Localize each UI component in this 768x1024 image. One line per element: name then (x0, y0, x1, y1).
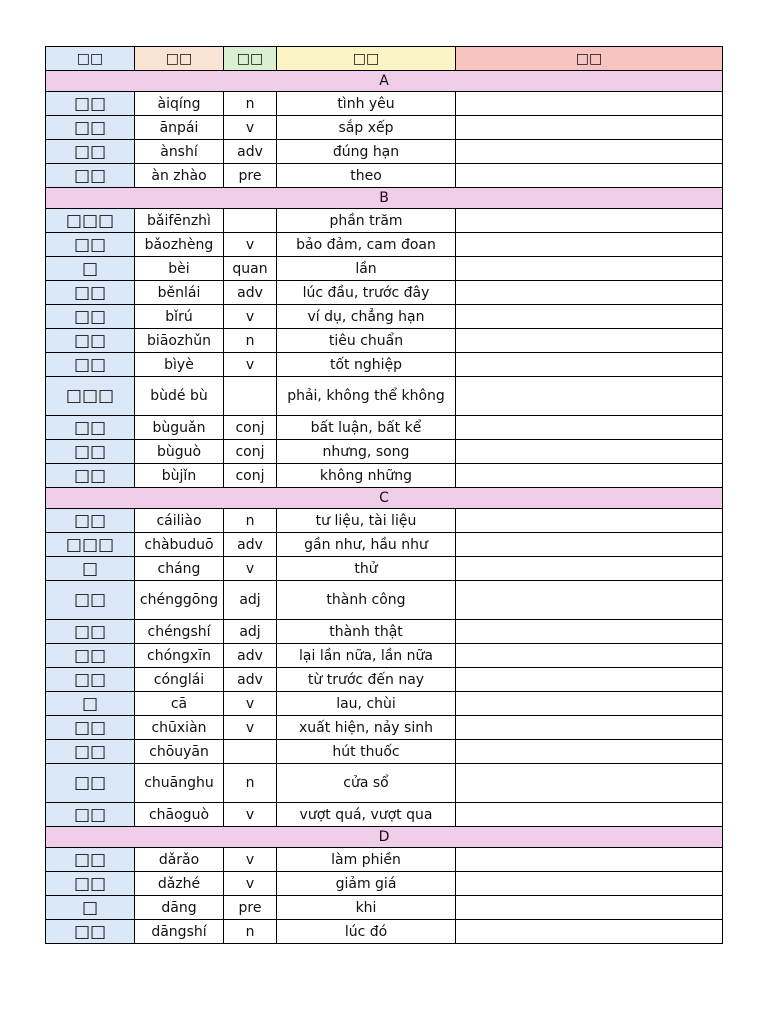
hanzi-cell: □□ (46, 233, 135, 257)
pinyin-cell: bèi (135, 257, 224, 281)
hanzi-cell: □□□ (46, 377, 135, 416)
meaning-cell: theo (277, 164, 456, 188)
example-cell (456, 644, 723, 668)
example-cell (456, 581, 723, 620)
header-row (46, 47, 723, 71)
hanzi-cell: □□ (46, 281, 135, 305)
hanzi-cell: □□ (46, 305, 135, 329)
example-cell (456, 281, 723, 305)
example-cell (456, 896, 723, 920)
table-row (46, 353, 723, 377)
table-row (46, 416, 723, 440)
table-row (46, 116, 723, 140)
example-cell (456, 353, 723, 377)
table-row (46, 692, 723, 716)
vocabulary-table (45, 46, 723, 944)
type-cell (224, 209, 277, 233)
pinyin-cell: chūxiàn (135, 716, 224, 740)
hanzi-cell: □□ (46, 740, 135, 764)
example-cell (456, 920, 723, 944)
type-cell: conj (224, 464, 277, 488)
example-cell (456, 92, 723, 116)
example-cell (456, 305, 723, 329)
pinyin-cell: àn zhào (135, 164, 224, 188)
example-cell (456, 233, 723, 257)
pinyin-cell: chéngshí (135, 620, 224, 644)
hanzi-cell: □□ (46, 803, 135, 827)
section-row-d (46, 827, 723, 848)
pinyin-cell: dǎzhé (135, 872, 224, 896)
meaning-cell: lúc đó (277, 920, 456, 944)
example-cell (456, 668, 723, 692)
type-cell: v (224, 305, 277, 329)
meaning-cell: phần trăm (277, 209, 456, 233)
type-cell: n (224, 92, 277, 116)
meaning-cell: tiêu chuẩn (277, 329, 456, 353)
type-cell: pre (224, 164, 277, 188)
example-cell (456, 764, 723, 803)
meaning-cell: lần (277, 257, 456, 281)
meaning-cell: xuất hiện, nảy sinh (277, 716, 456, 740)
example-cell (456, 716, 723, 740)
hanzi-cell: □□ (46, 848, 135, 872)
table-row (46, 440, 723, 464)
pinyin-cell: bùjǐn (135, 464, 224, 488)
example-cell (456, 329, 723, 353)
hanzi-cell: □□ (46, 464, 135, 488)
example-cell (456, 533, 723, 557)
type-cell: v (224, 716, 277, 740)
hanzi-cell: □□ (46, 164, 135, 188)
type-cell: adv (224, 140, 277, 164)
pinyin-cell: chuānghu (135, 764, 224, 803)
table-row (46, 872, 723, 896)
hanzi-cell: □□ (46, 509, 135, 533)
meaning-cell: gần như, hầu như (277, 533, 456, 557)
table-row (46, 668, 723, 692)
meaning-cell: giảm giá (277, 872, 456, 896)
meaning-cell: thành thật (277, 620, 456, 644)
hanzi-cell: □□ (46, 716, 135, 740)
type-cell: v (224, 803, 277, 827)
meaning-cell: tư liệu, tài liệu (277, 509, 456, 533)
table-row (46, 581, 723, 620)
hanzi-cell: □□ (46, 620, 135, 644)
type-cell: v (224, 872, 277, 896)
example-cell (456, 464, 723, 488)
pinyin-cell: bǎifēnzhì (135, 209, 224, 233)
pinyin-cell: dāngshí (135, 920, 224, 944)
pinyin-cell: bìyè (135, 353, 224, 377)
table-row (46, 257, 723, 281)
example-cell (456, 509, 723, 533)
section-row-a (46, 71, 723, 92)
type-cell: n (224, 920, 277, 944)
pinyin-cell: cháng (135, 557, 224, 581)
meaning-cell: tốt nghiệp (277, 353, 456, 377)
pinyin-cell: chàbuduō (135, 533, 224, 557)
hanzi-cell: □□ (46, 140, 135, 164)
header-pinyin: □□ (135, 47, 224, 71)
table-row (46, 464, 723, 488)
table-row (46, 164, 723, 188)
hanzi-cell: □ (46, 557, 135, 581)
hanzi-cell: □□□ (46, 533, 135, 557)
table-row (46, 896, 723, 920)
example-cell (456, 557, 723, 581)
meaning-cell: đúng hạn (277, 140, 456, 164)
type-cell: v (224, 116, 277, 140)
table-row (46, 509, 723, 533)
example-cell (456, 209, 723, 233)
pinyin-cell: cáiliào (135, 509, 224, 533)
meaning-cell: lau, chùi (277, 692, 456, 716)
table-row (46, 848, 723, 872)
type-cell: adj (224, 620, 277, 644)
meaning-cell: tình yêu (277, 92, 456, 116)
type-cell: conj (224, 440, 277, 464)
example-cell (456, 848, 723, 872)
type-cell: adv (224, 281, 277, 305)
type-cell: quan (224, 257, 277, 281)
meaning-cell: làm phiền (277, 848, 456, 872)
meaning-cell: từ trước đến nay (277, 668, 456, 692)
section-letter: D (46, 827, 723, 848)
type-cell (224, 377, 277, 416)
type-cell: v (224, 848, 277, 872)
table-row (46, 209, 723, 233)
example-cell (456, 692, 723, 716)
type-cell: adv (224, 533, 277, 557)
example-cell (456, 116, 723, 140)
table-row (46, 620, 723, 644)
type-cell (224, 740, 277, 764)
pinyin-cell: bùdé bù (135, 377, 224, 416)
meaning-cell: vượt quá, vượt qua (277, 803, 456, 827)
example-cell (456, 257, 723, 281)
pinyin-cell: bùguǎn (135, 416, 224, 440)
meaning-cell: lúc đầu, trước đây (277, 281, 456, 305)
section-row-c (46, 488, 723, 509)
table-row (46, 281, 723, 305)
type-cell: pre (224, 896, 277, 920)
meaning-cell: thử (277, 557, 456, 581)
hanzi-cell: □□ (46, 116, 135, 140)
section-row-b (46, 188, 723, 209)
hanzi-cell: □ (46, 692, 135, 716)
pinyin-cell: chōuyān (135, 740, 224, 764)
pinyin-cell: bǐrú (135, 305, 224, 329)
table-row (46, 533, 723, 557)
type-cell: n (224, 764, 277, 803)
hanzi-cell: □□ (46, 644, 135, 668)
pinyin-cell: cónglái (135, 668, 224, 692)
type-cell: conj (224, 416, 277, 440)
pinyin-cell: bǎozhèng (135, 233, 224, 257)
type-cell: n (224, 329, 277, 353)
section-letter: A (46, 71, 723, 92)
example-cell (456, 377, 723, 416)
example-cell (456, 620, 723, 644)
table-row (46, 92, 723, 116)
meaning-cell: sắp xếp (277, 116, 456, 140)
meaning-cell: không những (277, 464, 456, 488)
meaning-cell: phải, không thể không (277, 377, 456, 416)
table-row (46, 377, 723, 416)
pinyin-cell: dāng (135, 896, 224, 920)
example-cell (456, 140, 723, 164)
pinyin-cell: chóngxīn (135, 644, 224, 668)
type-cell: v (224, 692, 277, 716)
hanzi-cell: □□ (46, 416, 135, 440)
table-body (46, 71, 723, 944)
hanzi-cell: □□ (46, 581, 135, 620)
pinyin-cell: dǎrǎo (135, 848, 224, 872)
table-row (46, 140, 723, 164)
pinyin-cell: běnlái (135, 281, 224, 305)
table-row (46, 305, 723, 329)
type-cell: v (224, 353, 277, 377)
meaning-cell: nhưng, song (277, 440, 456, 464)
hanzi-cell: □□ (46, 329, 135, 353)
pinyin-cell: àiqíng (135, 92, 224, 116)
type-cell: adj (224, 581, 277, 620)
meaning-cell: cửa sổ (277, 764, 456, 803)
table-row (46, 803, 723, 827)
header-example: □□ (456, 47, 723, 71)
example-cell (456, 440, 723, 464)
meaning-cell: bất luận, bất kể (277, 416, 456, 440)
pinyin-cell: ànshí (135, 140, 224, 164)
pinyin-cell: bùguò (135, 440, 224, 464)
pinyin-cell: ānpái (135, 116, 224, 140)
hanzi-cell: □□ (46, 92, 135, 116)
type-cell: v (224, 233, 277, 257)
section-letter: B (46, 188, 723, 209)
table-row (46, 329, 723, 353)
example-cell (456, 416, 723, 440)
table-row (46, 644, 723, 668)
hanzi-cell: □□ (46, 764, 135, 803)
meaning-cell: lại lần nữa, lần nữa (277, 644, 456, 668)
type-cell: v (224, 557, 277, 581)
hanzi-cell: □□ (46, 440, 135, 464)
section-letter: C (46, 488, 723, 509)
meaning-cell: khi (277, 896, 456, 920)
example-cell (456, 740, 723, 764)
pinyin-cell: chénggōng (135, 581, 224, 620)
pinyin-cell: cā (135, 692, 224, 716)
pinyin-cell: biāozhǔn (135, 329, 224, 353)
table-row (46, 557, 723, 581)
pinyin-cell: chāoguò (135, 803, 224, 827)
type-cell: adv (224, 644, 277, 668)
table-row (46, 740, 723, 764)
meaning-cell: hút thuốc (277, 740, 456, 764)
example-cell (456, 803, 723, 827)
type-cell: n (224, 509, 277, 533)
header-type: □□ (224, 47, 277, 71)
table-row (46, 716, 723, 740)
table-row (46, 920, 723, 944)
table-row (46, 233, 723, 257)
hanzi-cell: □ (46, 896, 135, 920)
hanzi-cell: □□ (46, 920, 135, 944)
type-cell: adv (224, 668, 277, 692)
example-cell (456, 872, 723, 896)
meaning-cell: thành công (277, 581, 456, 620)
hanzi-cell: □□ (46, 872, 135, 896)
hanzi-cell: □□ (46, 353, 135, 377)
header-meaning: □□ (277, 47, 456, 71)
table-row (46, 764, 723, 803)
hanzi-cell: □□□ (46, 209, 135, 233)
meaning-cell: bảo đảm, cam đoan (277, 233, 456, 257)
header-hanzi: □□ (46, 47, 135, 71)
hanzi-cell: □□ (46, 668, 135, 692)
hanzi-cell: □ (46, 257, 135, 281)
meaning-cell: ví dụ, chẳng hạn (277, 305, 456, 329)
example-cell (456, 164, 723, 188)
